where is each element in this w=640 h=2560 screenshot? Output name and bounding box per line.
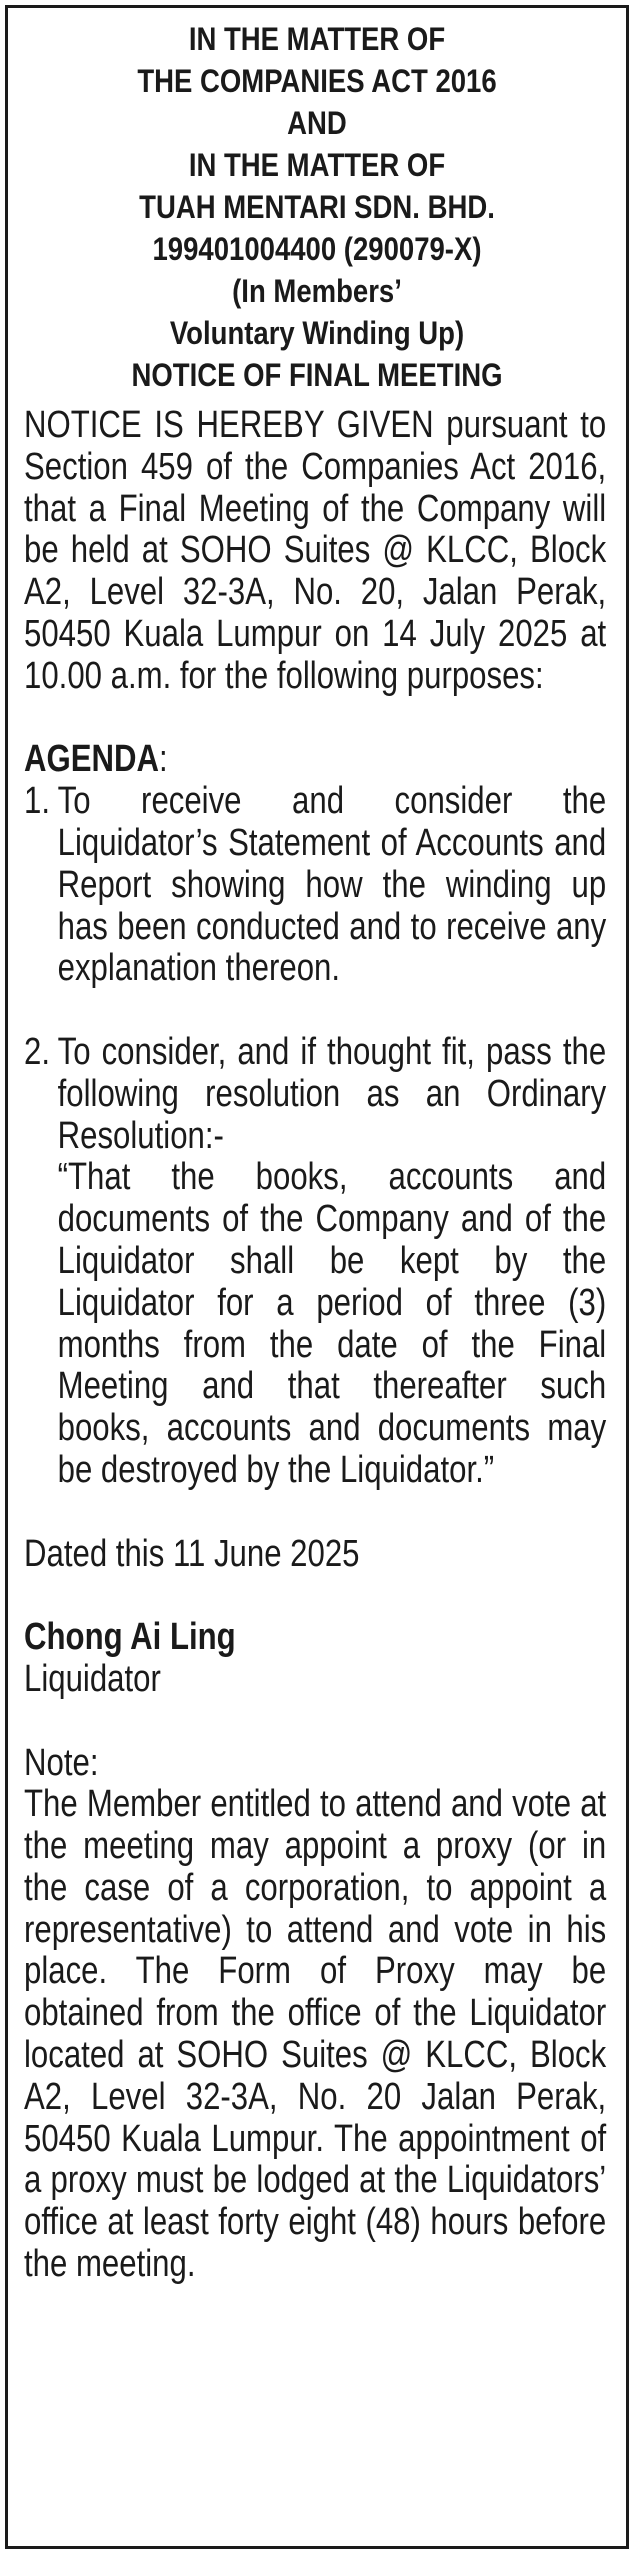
notice-title: NOTICE OF FINAL MEETING	[131, 357, 503, 393]
agenda-item-number: 2.	[24, 1030, 50, 1073]
agenda-item-number: 1.	[24, 780, 50, 823]
agenda-item	[24, 781, 606, 990]
notice-frame	[5, 5, 629, 2549]
notice-header	[51, 18, 582, 396]
header-line: IN THE MATTER OF	[188, 21, 446, 57]
agenda-heading-colon: :	[159, 738, 168, 781]
notice-body	[24, 405, 606, 2286]
company-name: TUAH MENTARI SDN. BHD.	[139, 189, 495, 225]
note-text: The Member entitled to attend and vote at the meeting may appoint a proxy (or in the case of a corporation, to appoint a representative) to attend and vote in his place. The Form of Proxy may be obtained from the office of the Liquidator located at SOHO Suites @ KLCC, Block A2, Level 32-3A, No. 20 Jalan Perak, 50450 Kuala Lumpur. The appointment of a proxy must be lodged at the Liquidators’ office at least forty eight (48) hours before the meeting.	[24, 1783, 607, 2286]
agenda-item-text: To consider, and if thought fit, pass the following resolution as an Ordinary Resolution:-	[57, 1030, 607, 1157]
agenda-item	[24, 1032, 606, 1492]
notice-intro: NOTICE IS HEREBY GIVEN pursuant to Section 459 of the Companies Act 2016, that a Final Meeting of the Company will be held at SOHO Suites @ KLCC, Block A2, Level 32-3A, No. 20, Jalan Perak, 50450 Kuala Lumpur on 14 July 2025 at 10.00 a.m. for the following purposes:	[24, 404, 607, 697]
header-line: THE COMPANIES ACT 2016	[137, 63, 497, 99]
note-label: Note:	[24, 1741, 99, 1784]
agenda-heading-line	[24, 739, 606, 781]
signatory-name: Chong Ai Ling	[24, 1616, 236, 1659]
agenda-item-text: To receive and consider the Liquidator’s Statement of Accounts and Report showing how the winding up has been conducted and to receive any explanation thereon.	[57, 780, 607, 990]
agenda-heading: AGENDA	[24, 738, 160, 781]
ordinary-resolution-text: “That the books, accounts and documents of the Company and of the Liquidator shall be kept by the Liquidator for a period of three (3) months from the date of the Final Meeting and that thereafter such books, accounts and documents may be destroyed by the Liquidator.”	[57, 1156, 607, 1491]
agenda-item-body	[58, 1032, 607, 1492]
dated-line: Dated this 11 June 2025	[24, 1532, 360, 1575]
header-line: AND	[287, 105, 347, 141]
signatory-title: Liquidator	[24, 1657, 161, 1700]
header-line: (In Members’	[232, 273, 402, 309]
company-registration-number: 199401004400 (290079-X)	[152, 231, 482, 267]
header-line: IN THE MATTER OF	[188, 147, 446, 183]
header-line: Voluntary Winding Up)	[169, 315, 465, 351]
